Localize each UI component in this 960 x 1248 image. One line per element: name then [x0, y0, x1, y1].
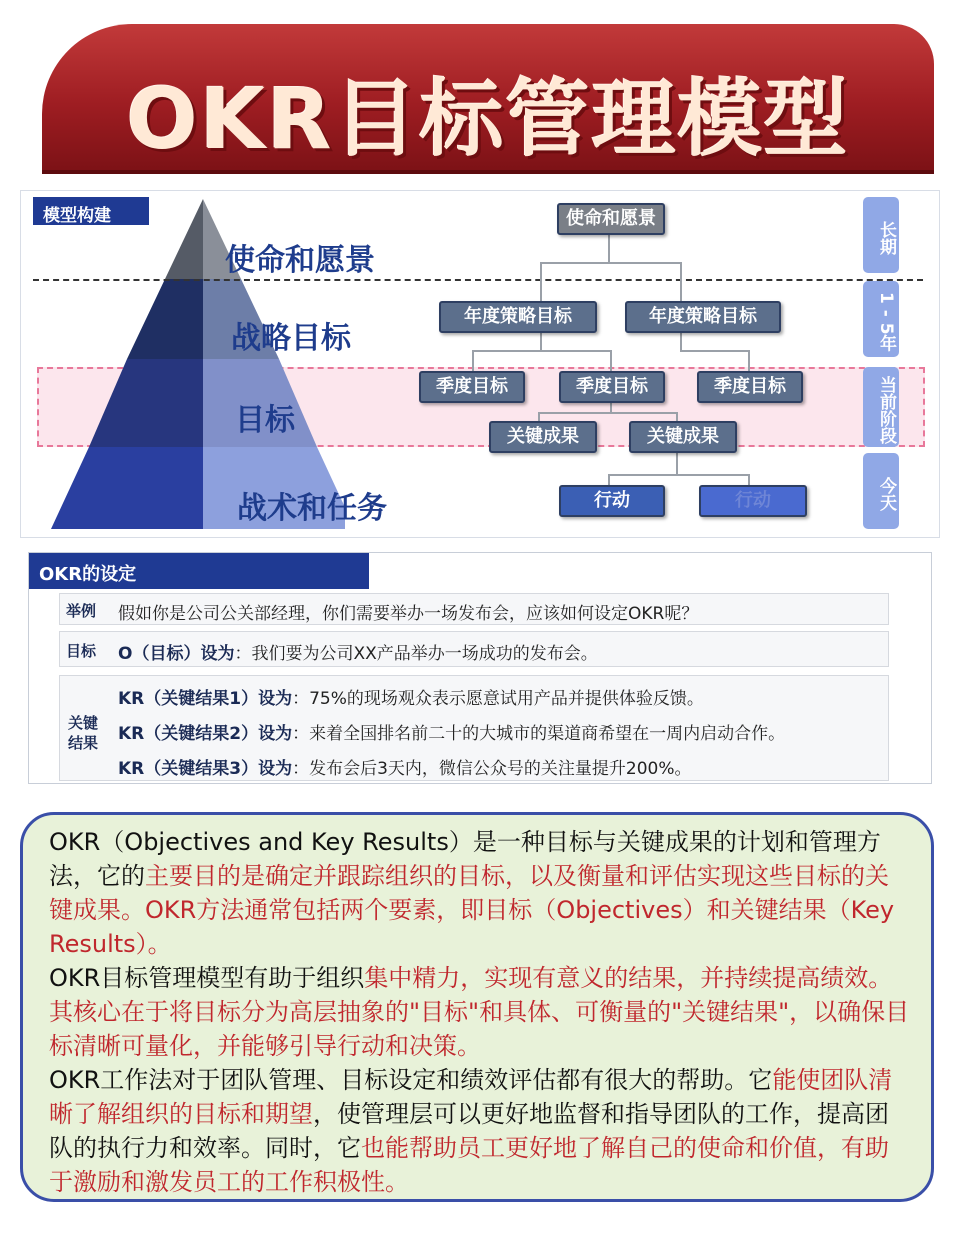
example-text: 假如你是公司公关部经理，你们需要举办一场发布会，应该如何设定OKR呢？ [118, 604, 699, 624]
key-results-label-1: 关键 [68, 714, 99, 732]
kr1-prefix: KR（关键结果1）设为 [118, 689, 293, 709]
key-result-1 [118, 684, 704, 709]
paragraph-2-part-a: OKR目标管理模型有助于组织 [49, 964, 365, 992]
key-result-3 [118, 754, 692, 779]
node-annual-strategy-2: 年度策略目标 [625, 301, 781, 333]
paragraph-1-part-b: 主要目的是确定并跟踪组织的目标，以及衡量和评估实现这些目标的关键成果。OKR方法通常包括两个要素，即目标（Objectives）和关键结果（Key Results）。 [49, 862, 895, 958]
node-mission: 使命和愿景 [557, 203, 665, 235]
key-result-2 [118, 719, 785, 744]
node-quarterly-1: 季度目标 [419, 371, 525, 403]
kr3-prefix: KR（关键结果3）设为 [118, 759, 293, 779]
level-tactics-label: 战术和任务 [237, 491, 387, 526]
objective-label: 目标 [66, 642, 97, 660]
example-row [59, 593, 889, 625]
timeline-1-5-years: 1 - 5年 [863, 281, 899, 357]
paragraph-3-part-b: 能使团队清晰了解组织的目标和期望 [49, 1066, 893, 1128]
timeline-current-stage: 当前阶段 [863, 367, 899, 447]
node-key-result-2: 关键成果 [629, 421, 737, 453]
node-quarterly-3: 季度目标 [697, 371, 803, 403]
node-quarterly-2: 季度目标 [559, 371, 665, 403]
paragraph-3-part-a: OKR工作法对于团队管理、目标设定和绩效评估都有很大的帮助。它 [49, 1066, 773, 1094]
timeline-long-term: 长期 [863, 197, 899, 273]
paragraph-1 [49, 825, 911, 961]
paragraph-3-part-c: ，使管理层可以更好地监督和指导团队的工作，提高团队的执行力和效率。同时，它 [49, 1100, 889, 1162]
paragraph-2 [49, 961, 911, 1063]
timeline-today: 今天 [863, 453, 899, 529]
objective-prefix: O（目标）设为 [118, 644, 235, 664]
paragraph-3 [49, 1063, 911, 1199]
model-tag: 模型构建 [33, 197, 149, 225]
objective-row [59, 631, 889, 667]
okr-setting-panel [28, 552, 932, 784]
paragraph-3-part-d: 也能帮助员工更好地了解自己的使命和价值，有助于激励和激发员工的工作积极性。 [49, 1134, 889, 1196]
kr2-text: ：来着全国排名前二十的大城市的渠道商希望在一周内启动合作。 [292, 724, 786, 744]
level-strategy-label: 战略目标 [231, 321, 351, 356]
model-panel [20, 190, 940, 538]
kr1-text: ：75%的现场观众表示愿意试用产品并提供体验反馈。 [292, 689, 704, 709]
key-results-label-2: 结果 [68, 734, 99, 752]
explanation-panel [20, 812, 934, 1202]
setting-tag: OKR的设定 [29, 553, 369, 589]
node-annual-strategy-1: 年度策略目标 [439, 301, 597, 333]
page-title: OKR目标管理模型 [126, 70, 850, 168]
level-mission-label: 使命和愿景 [225, 243, 375, 278]
node-key-result-1: 关键成果 [489, 421, 597, 453]
objective-value: ：我们要为公司XX产品举办一场成功的发布会。 [234, 644, 598, 664]
level-objective-label: 目标 [235, 403, 295, 438]
kr2-prefix: KR（关键结果2）设为 [118, 724, 293, 744]
paragraph-1-part-a: OKR（Objectives and Key Results）是一种目标与关键成果的计划和管理方法，它的 [49, 828, 881, 890]
title-banner [42, 24, 934, 170]
kr3-text: ：发布会后3天内，微信公众号的关注量提升200%。 [292, 759, 692, 779]
node-action-2: 行动 [699, 485, 807, 517]
key-results-row [59, 675, 889, 781]
example-label: 举例 [66, 602, 97, 620]
paragraph-2-part-b: 集中精力，实现有意义的结果，并持续提高绩效。其核心在于将目标分为高层抽象的"目标"和具体、可衡量的"关键结果"，以确保目标清晰可量化，并能够引导行动和决策。 [49, 964, 910, 1060]
objective-text [118, 639, 598, 664]
node-action-1: 行动 [559, 485, 665, 517]
